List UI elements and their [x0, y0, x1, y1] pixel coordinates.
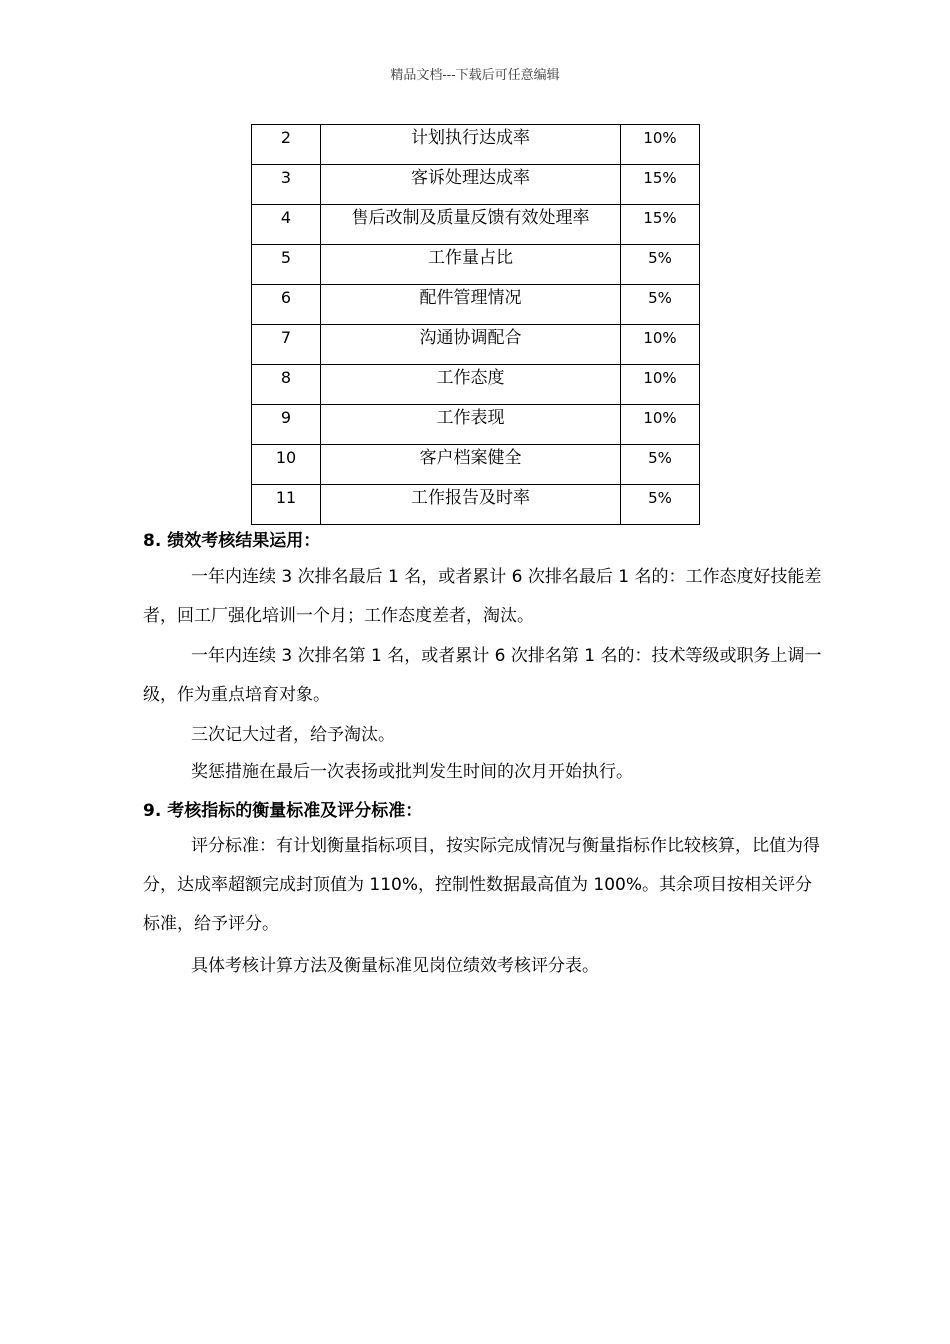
row-number: 6: [252, 285, 321, 325]
table-row: [252, 205, 700, 245]
row-number: 11: [252, 485, 321, 525]
row-number: 5: [252, 245, 321, 285]
section-8-paragraph-4: 奖惩措施在最后一次表扬或批判发生时间的次月开始执行。: [191, 762, 633, 782]
indicator-name: 工作态度: [321, 365, 621, 405]
table-row: [252, 325, 700, 365]
table-row: [252, 245, 700, 285]
indicator-name: 工作量占比: [321, 245, 621, 285]
table-row: [252, 485, 700, 525]
indicator-name: 计划执行达成率: [321, 125, 621, 165]
table-row: [252, 365, 700, 405]
page-header: 精品文档---下载后可任意编辑: [390, 68, 560, 83]
weight-percent: 5%: [621, 285, 700, 325]
weight-percent: 10%: [621, 365, 700, 405]
section-8-paragraph-1: 一年内连续 3 次排名最后 1 名，或者累计 6 次排名最后 1 名的：工作态度好技能差者，回工厂强化培训一个月；工作态度差者，淘汰。: [143, 567, 822, 626]
weight-percent: 5%: [621, 445, 700, 485]
weight-percent: 10%: [621, 125, 700, 165]
section-9-heading: 9. 考核指标的衡量标准及评分标准：: [143, 801, 423, 821]
table-row: [252, 285, 700, 325]
weight-percent: 10%: [621, 325, 700, 365]
section-8-heading: 8. 绩效考核结果运用：: [143, 531, 321, 551]
row-number: 2: [252, 125, 321, 165]
weight-percent: 15%: [621, 165, 700, 205]
weight-percent: 15%: [621, 205, 700, 245]
row-number: 8: [252, 365, 321, 405]
table-row: [252, 445, 700, 485]
row-number: 4: [252, 205, 321, 245]
row-number: 10: [252, 445, 321, 485]
indicator-name: 沟通协调配合: [321, 325, 621, 365]
weight-percent: 5%: [621, 485, 700, 525]
indicator-name: 售后改制及质量反馈有效处理率: [321, 205, 621, 245]
table-row: [252, 405, 700, 445]
indicator-name: 客户档案健全: [321, 445, 621, 485]
table-row: [252, 125, 700, 165]
weight-percent: 5%: [621, 245, 700, 285]
section-9-paragraph-2: 具体考核计算方法及衡量标准见岗位绩效考核评分表。: [191, 956, 599, 976]
row-number: 9: [252, 405, 321, 445]
row-number: 7: [252, 325, 321, 365]
weight-percent: 10%: [621, 405, 700, 445]
row-number: 3: [252, 165, 321, 205]
indicator-name: 工作报告及时率: [321, 485, 621, 525]
section-8-paragraph-3: 三次记大过者，给予淘汰。: [191, 725, 395, 745]
indicator-name: 配件管理情况: [321, 285, 621, 325]
kpi-weight-table: [251, 124, 700, 525]
indicator-name: 工作表现: [321, 405, 621, 445]
indicator-name: 客诉处理达成率: [321, 165, 621, 205]
section-8-paragraph-2: 一年内连续 3 次排名第 1 名，或者累计 6 次排名第 1 名的：技术等级或职务上调一级，作为重点培育对象。: [143, 646, 822, 705]
section-9-paragraph-1: 评分标准：有计划衡量指标项目，按实际完成情况与衡量指标作比较核算，比值为得分，达成率超额完成封顶值为 110%，控制性数据最高值为 100%。其余项目按相关评分标准，给予评分。: [143, 836, 820, 934]
table-row: [252, 165, 700, 205]
